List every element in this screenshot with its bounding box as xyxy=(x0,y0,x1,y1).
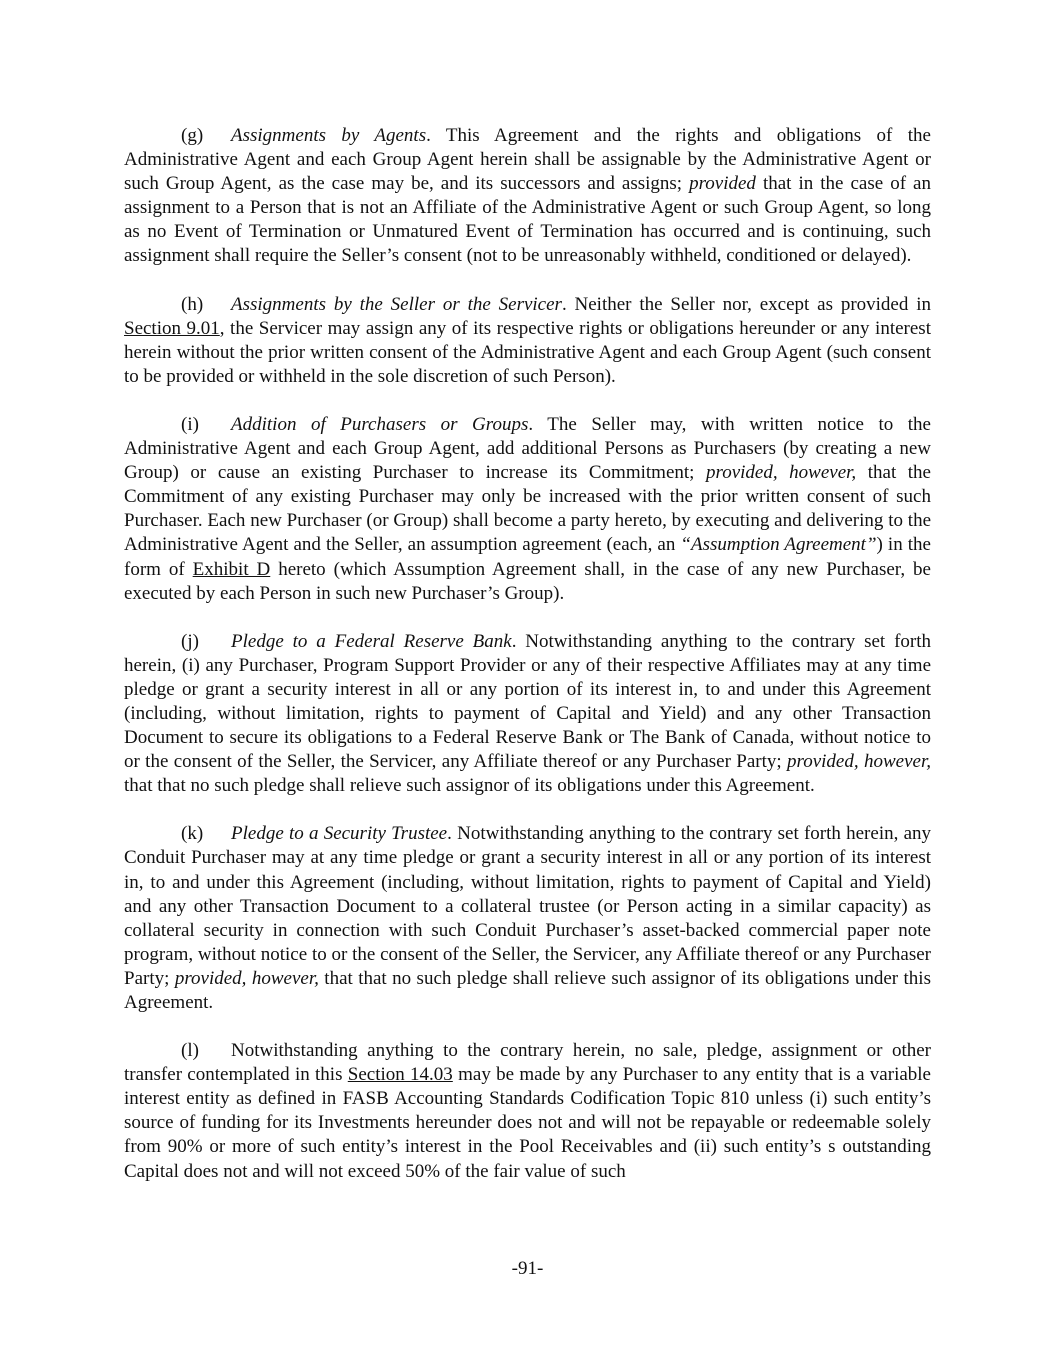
paragraph-text: . Neither the Seller nor, except as provided in xyxy=(561,293,931,315)
paragraph-text: that the Commitment of any existing Purchaser may only be increased with the prior written consent of such Purchaser. Each new Purchaser (or Group) shall become a party hereto, by executing and delivering to the Administrative Agent and the Seller, an assumption agreement (each, an xyxy=(124,462,931,556)
paragraph-text: . This Agreement and the rights and obligations of the Administrative Agent and each Group Agent herein shall be assignable by the Administrative Agent or such Group Agent, as the case may be, and its successors and assigns; xyxy=(124,125,931,195)
italic-text: “Assumption Agreement” xyxy=(680,534,877,556)
paragraph-heading: Assignments by Agents xyxy=(231,125,427,146)
paragraph-heading: Pledge to a Federal Reserve Bank xyxy=(231,630,512,652)
paragraph-i xyxy=(124,413,931,606)
paragraph-label: (h) xyxy=(181,293,204,315)
paragraph-text: , the Servicer may assign any of its respective rights or obligations hereunder or any interest herein without the prior written consent of the Administrative Agent and each Group Agent (such consent to be provided or withheld in the sole discretion of such Person). xyxy=(124,317,931,387)
italic-text: provided, however, xyxy=(174,967,319,989)
paragraph-label: (l) xyxy=(181,1040,199,1062)
paragraph-text: ) in the form of xyxy=(124,534,931,580)
italic-text: provided, however, xyxy=(787,751,931,773)
paragraph-k xyxy=(124,822,931,1015)
section-reference: Section 14.03 xyxy=(347,1064,453,1086)
paragraph-text: hereto (which Assumption Agreement shall, in the case of any new Purchaser, be executed by each Person in such new Purchaser’s Group). xyxy=(124,558,931,604)
paragraph-label: (k) xyxy=(181,823,204,845)
section-reference: Section 9.01 xyxy=(124,317,220,339)
exhibit-reference: Exhibit D xyxy=(192,558,271,580)
paragraph-text: . Notwithstanding anything to the contrary set forth herein, any Conduit Purchaser may at any time pledge or grant a security interest in all or any portion of its interest in, to and under this Agreement (including, without limitation, rights to payment of Capital and Yield) and any other Transaction Document to a collateral trustee (or Person acting in a similar capacity) as collateral security in connection with such Conduit Purchaser’s asset-backed commercial paper note program, without notice to or the consent of the Seller, the Servicer, any Affiliate thereof or any Purchaser Party; xyxy=(124,823,932,989)
paragraph-text: that that no such pledge shall relieve such assignor of its obligations under this Agreement. xyxy=(124,775,815,797)
paragraph-text: that in the case of an assignment to a Person that is not an Affiliate of the Administrative Agent or such Group Agent, so long as no Event of Termination or Unmatured Event of Termination has occurred and is continuing, such assignment shall require the Seller’s consent (not to be unreasonably withheld, conditioned or delayed). xyxy=(124,173,931,267)
paragraph-g xyxy=(124,124,931,269)
italic-text: provided, however, xyxy=(706,462,857,484)
paragraph-text: may be made by any Purchaser to any entity that is a variable interest entity as defined in FASB Accounting Standards Codification Topic 810 unless (i) such entity’s source of funding for its Investments hereunder does not and will not be repayable or redeemable solely from 90% or more of such entity’s interest in the Pool Receivables and (ii) such entity’s s outstanding Capital does not and will not exceed 50% of the fair value of such xyxy=(124,1064,931,1182)
italic-text: provided xyxy=(689,173,756,195)
paragraph-heading: Addition of Purchasers or Groups xyxy=(231,413,529,435)
document-page xyxy=(124,124,931,1208)
paragraph-l xyxy=(124,1039,931,1184)
paragraph-text: that that no such pledge shall relieve such assignor of its obligations under this Agreement. xyxy=(124,967,931,1013)
page-number: -91- xyxy=(511,1258,544,1279)
paragraph-text: . Notwithstanding anything to the contrary set forth herein, (i) any Purchaser, Program Support Provider or any of their respective Affiliates may at any time pledge or grant a security interest in all or any portion of its interest in, to and under this Agreement (including, without limitation, rights to payment of Capital and Yield) and any other Transaction Document to secure its obligations to a Federal Reserve Bank or The Bank of Canada, without notice to or the consent of the Seller, the Servicer, any Affiliate thereof or any Purchaser Party; xyxy=(124,630,932,773)
paragraph-j xyxy=(124,630,931,799)
paragraph-label: (g) xyxy=(181,125,204,146)
paragraph-label: (j) xyxy=(181,630,199,652)
paragraph-heading: Assignments by the Seller or the Servicer xyxy=(231,293,562,315)
paragraph-h xyxy=(124,293,931,389)
paragraph-text: Notwithstanding anything to the contrary herein, no sale, pledge, assignment or other transfer contemplated in this xyxy=(124,1040,931,1086)
paragraph-label: (i) xyxy=(181,413,199,435)
paragraph-heading: Pledge to a Security Trustee xyxy=(231,823,448,845)
paragraph-text: . The Seller may, with written notice to the Administrative Agent and each Group Agent, add additional Persons as Purchasers (by creating a new Group) or cause an existing Purchaser to increase its Commitment; xyxy=(124,413,931,484)
